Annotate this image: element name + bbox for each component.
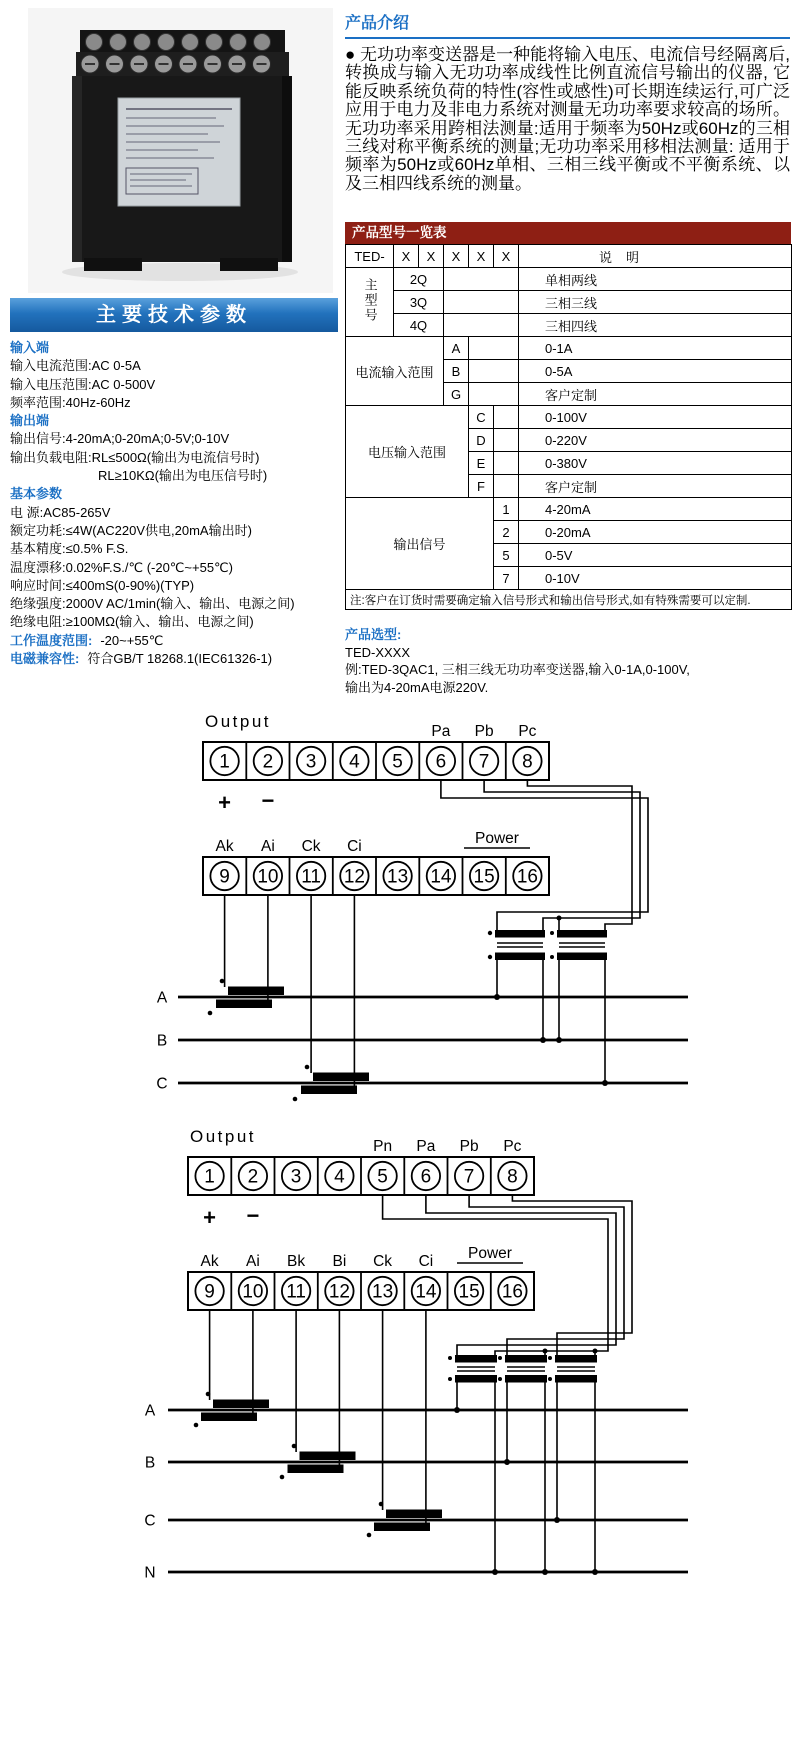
terminal-number: 3 — [290, 1166, 302, 1188]
spec-line: 额定功耗:≤4W(AC220V供电,20mA输出时) — [10, 522, 252, 538]
terminal-number: 14 — [430, 866, 452, 888]
pa-label: Pa — [416, 1138, 436, 1155]
tech-params-title: 主要技术参数 — [10, 298, 338, 332]
spec-line: 电 源:AC85-265V — [10, 504, 111, 520]
code-cell: E — [469, 452, 494, 475]
selection-section — [345, 626, 790, 696]
spec-value: -20~+55℃ — [100, 632, 164, 648]
terminal-number: 5 — [392, 751, 403, 773]
ai-label: Ai — [261, 838, 275, 855]
pt-terminal-labels — [431, 723, 536, 740]
spec-line: 温度漂移:0.02%F.S./℃ (-20℃~+55℃) — [10, 559, 233, 575]
terminal-strip-top — [203, 742, 549, 780]
code-cell: F — [469, 475, 494, 498]
section-heading-input: 输入端 — [10, 340, 50, 355]
phase-lines — [168, 1410, 688, 1572]
phase-label-a: A — [156, 989, 168, 1007]
bk-label: Bk — [287, 1253, 306, 1270]
code-cell: 5 — [494, 544, 519, 567]
device-label — [118, 98, 240, 206]
desc-cell: 0-1A — [519, 337, 792, 360]
desc-header-cell: 说明 — [519, 245, 792, 268]
terminal-number: 8 — [522, 751, 533, 773]
phase-label-n: N — [144, 1564, 156, 1582]
device-edge-shade — [282, 76, 292, 262]
pc-label: Pc — [503, 1138, 522, 1155]
intro-body: ● 无功功率变送器是一种能将输入电压、电流信号经隔离后,转换成与输入无功功率成线性比例直流信号输出的仪器, 它能反映系统负荷的特性(容性或感性)可长期连续运行,可广泛应用于电力及非电力系统对测量无功功率要求较高的场所。 无功功率采用跨相法测量:适用于频率为50Hz或60Hz的三相三线对称平衡系统的测量;无功功率采用移相法测量: 适用于频率为50Hz或60Hz单相、三相三线平衡或不平衡系统、以及三相四线系统的测量。 — [345, 45, 790, 193]
phase-lines — [178, 997, 688, 1083]
terminal-number: 1 — [204, 1166, 215, 1188]
wiring-diagram-3p4w — [0, 1115, 798, 1620]
spec-line: 输入电流范围:AC 0-5A — [10, 358, 141, 374]
terminal-number: 12 — [343, 866, 365, 888]
code-cell: C — [469, 406, 494, 429]
x-cell: X — [494, 245, 519, 268]
bi-label: Bi — [332, 1253, 347, 1270]
voltage-transformer-3 — [548, 1355, 597, 1383]
pc-label: Pc — [518, 723, 537, 740]
code-cell: 1 — [494, 498, 519, 521]
desc-cell: 0-5A — [519, 360, 792, 383]
tech-params-section — [10, 298, 338, 668]
terminal-number: 4 — [349, 751, 360, 773]
plus-sign: + — [203, 1205, 217, 1230]
empty-cell — [444, 314, 519, 337]
terminal-number: 7 — [463, 1166, 475, 1188]
desc-cell: 0-100V — [519, 406, 792, 429]
terminal-number: 13 — [387, 866, 409, 888]
ai-label: Ai — [246, 1253, 260, 1270]
terminal-number: 12 — [328, 1281, 350, 1303]
terminal-number: 14 — [415, 1281, 437, 1303]
table-row — [346, 268, 792, 291]
minus-sign: − — [246, 1203, 260, 1228]
code-cell: 4Q — [394, 314, 444, 337]
table-note-row — [346, 590, 792, 610]
empty-cell — [444, 268, 519, 291]
spec-line: 输出负载电阻:RL≤500Ω(输出为电流信号时) — [10, 449, 260, 465]
group-label-current-input: 电流输入范围 — [346, 337, 444, 406]
empty-cell — [494, 452, 519, 475]
minus-sign: − — [261, 788, 275, 813]
voltage-transformer-1 — [488, 930, 545, 960]
spec-label: 工作温度范围: — [10, 632, 93, 648]
empty-cell — [494, 475, 519, 498]
mounting-foot-left — [84, 258, 142, 271]
terminal-number: 10 — [242, 1281, 264, 1303]
code-cell: 2 — [494, 521, 519, 544]
group-label-output-signal: 输出信号 — [346, 498, 494, 590]
pt-primary-wires — [494, 960, 608, 1086]
product-photo — [28, 8, 333, 293]
terminal-strip-bottom — [203, 857, 549, 895]
terminal-number: 16 — [516, 866, 538, 888]
section-heading-basic: 基本参数 — [10, 486, 63, 502]
power-label: Power — [475, 830, 519, 847]
table-row — [346, 314, 792, 337]
voltage-transformer-2 — [498, 1355, 547, 1383]
model-prefix-cell: TED- — [346, 245, 394, 268]
selection-title: 产品选型: — [345, 627, 402, 642]
empty-cell — [469, 337, 519, 360]
desc-cell: 客户定制 — [519, 475, 792, 498]
terminal-number: 2 — [262, 751, 274, 773]
terminal-strip-bottom — [188, 1272, 534, 1310]
plus-sign: + — [218, 790, 232, 815]
code-cell: D — [469, 429, 494, 452]
desc-cell: 0-380V — [519, 452, 792, 475]
spec-line: 绝缘强度:2000V AC/1min(输入、输出、电源之间) — [10, 596, 295, 612]
pt-terminal-labels — [373, 1138, 522, 1155]
desc-cell: 0-5V — [519, 544, 792, 567]
code-cell: G — [444, 383, 469, 406]
terminal-number: 3 — [305, 751, 317, 773]
terminal-number: 2 — [247, 1166, 259, 1188]
pt-secondary-wires — [441, 780, 648, 930]
terminal-number: 5 — [377, 1166, 388, 1188]
spec-line: 响应时间:≤400mS(0-90%)(TYP) — [10, 577, 195, 593]
spec-line: 基本精度:≤0.5% F.S. — [10, 541, 129, 557]
intro-title: 产品介绍 — [345, 10, 790, 39]
terminal-number: 15 — [458, 1281, 480, 1303]
terminal-number: 16 — [501, 1281, 523, 1303]
terminal-number: 13 — [372, 1281, 394, 1303]
spec-line: 绝缘电阻:≥100MΩ(输入、输出、电源之间) — [10, 614, 254, 630]
terminal-number: 11 — [301, 866, 321, 888]
empty-cell — [494, 406, 519, 429]
spec-line: RL≥10KΩ(输出为电压信号时) — [98, 468, 268, 484]
spec-label: 电磁兼容性: — [10, 651, 80, 667]
spec-line: 频率范围:40Hz-60Hz — [10, 394, 131, 410]
terminal-number: 7 — [478, 751, 490, 773]
pa-label: Pa — [431, 723, 451, 740]
desc-cell: 4-20mA — [519, 498, 792, 521]
selection-model: TED-XXXX — [345, 644, 411, 660]
desc-cell: 三相三线 — [519, 291, 792, 314]
x-cell: X — [394, 245, 419, 268]
terminal-number: 10 — [257, 866, 279, 888]
pb-label: Pb — [459, 1138, 479, 1155]
tech-params-body — [10, 339, 338, 668]
x-cell: X — [469, 245, 494, 268]
terminal-number: 8 — [507, 1166, 518, 1188]
phase-label-c: C — [156, 1075, 168, 1093]
power-label: Power — [468, 1245, 512, 1262]
selection-example-line2: 输出为4-20mA电源220V. — [345, 679, 489, 695]
ct-terminal-labels — [216, 838, 362, 855]
table-row — [346, 406, 792, 429]
ck-label: Ck — [373, 1253, 393, 1270]
code-cell: B — [444, 360, 469, 383]
x-cell: X — [419, 245, 444, 268]
group-label-main-model: 主型号 — [346, 268, 394, 337]
model-table — [345, 244, 792, 610]
table-row — [346, 498, 792, 521]
ck-label: Ck — [301, 838, 321, 855]
wiring-diagram-3p3w — [0, 700, 798, 1110]
desc-cell: 0-220V — [519, 429, 792, 452]
model-table-section — [345, 222, 791, 610]
selection-example-line1: 例:TED-3QAC1, 三相三线无功功率变送器,输入0-1A,0-100V, — [345, 662, 690, 677]
table-header-row — [346, 245, 792, 268]
code-cell: 2Q — [394, 268, 444, 291]
terminal-number: 6 — [435, 751, 447, 773]
terminal-number: 9 — [204, 1281, 215, 1303]
phase-label-b: B — [156, 1032, 168, 1050]
device-edge-highlight — [72, 76, 82, 262]
spec-line-operating-temp — [10, 632, 338, 650]
terminal-number: 6 — [420, 1166, 432, 1188]
spec-line-emc — [10, 650, 338, 668]
table-row — [346, 291, 792, 314]
x-cell: X — [444, 245, 469, 268]
code-cell: 3Q — [394, 291, 444, 314]
group-label-voltage-input: 电压输入范围 — [346, 406, 469, 498]
code-cell: A — [444, 337, 469, 360]
output-label: Output — [190, 1127, 257, 1146]
ci-label: Ci — [418, 1253, 434, 1270]
terminal-screws-front-row — [76, 52, 289, 78]
ak-label: Ak — [200, 1253, 219, 1270]
spec-value: 符合GB/T 18268.1(IEC61326-1) — [87, 651, 273, 667]
intro-section — [345, 10, 790, 193]
section-heading-output: 输出端 — [10, 413, 50, 429]
phase-label-c: C — [144, 1512, 156, 1530]
terminal-strip-top — [188, 1157, 534, 1195]
mounting-foot-right — [220, 258, 278, 271]
table-note: 注:客户在订货时需要确定输入信号形式和输出信号形式,如有特殊需要可以定制. — [346, 590, 792, 610]
terminal-number: 9 — [219, 866, 230, 888]
terminal-number: 4 — [334, 1166, 345, 1188]
desc-cell: 单相两线 — [519, 268, 792, 291]
model-table-title: 产品型号一览表 — [345, 222, 791, 244]
pn-label: Pn — [373, 1138, 393, 1155]
voltage-transformer-2 — [550, 930, 607, 960]
spec-line: 输入电压范围:AC 0-500V — [10, 376, 156, 392]
desc-cell: 三相四线 — [519, 314, 792, 337]
table-row — [346, 337, 792, 360]
terminal-number: 15 — [473, 866, 495, 888]
voltage-transformer-1 — [448, 1355, 497, 1383]
ci-label: Ci — [347, 838, 362, 855]
empty-cell — [444, 291, 519, 314]
desc-cell: 0-10V — [519, 567, 792, 590]
spec-line: 输出信号:4-20mA;0-20mA;0-5V;0-10V — [10, 431, 230, 447]
empty-cell — [469, 360, 519, 383]
ct-terminal-labels — [201, 1253, 434, 1270]
desc-cell: 0-20mA — [519, 521, 792, 544]
terminal-number: 1 — [219, 751, 230, 773]
phase-label-b: B — [144, 1454, 156, 1472]
terminal-number: 11 — [286, 1281, 306, 1303]
phase-label-a: A — [144, 1402, 156, 1420]
output-label: Output — [205, 712, 272, 731]
pb-label: Pb — [474, 723, 494, 740]
ak-label: Ak — [215, 838, 234, 855]
desc-cell: 客户定制 — [519, 383, 792, 406]
empty-cell — [494, 429, 519, 452]
code-cell: 7 — [494, 567, 519, 590]
empty-cell — [469, 383, 519, 406]
